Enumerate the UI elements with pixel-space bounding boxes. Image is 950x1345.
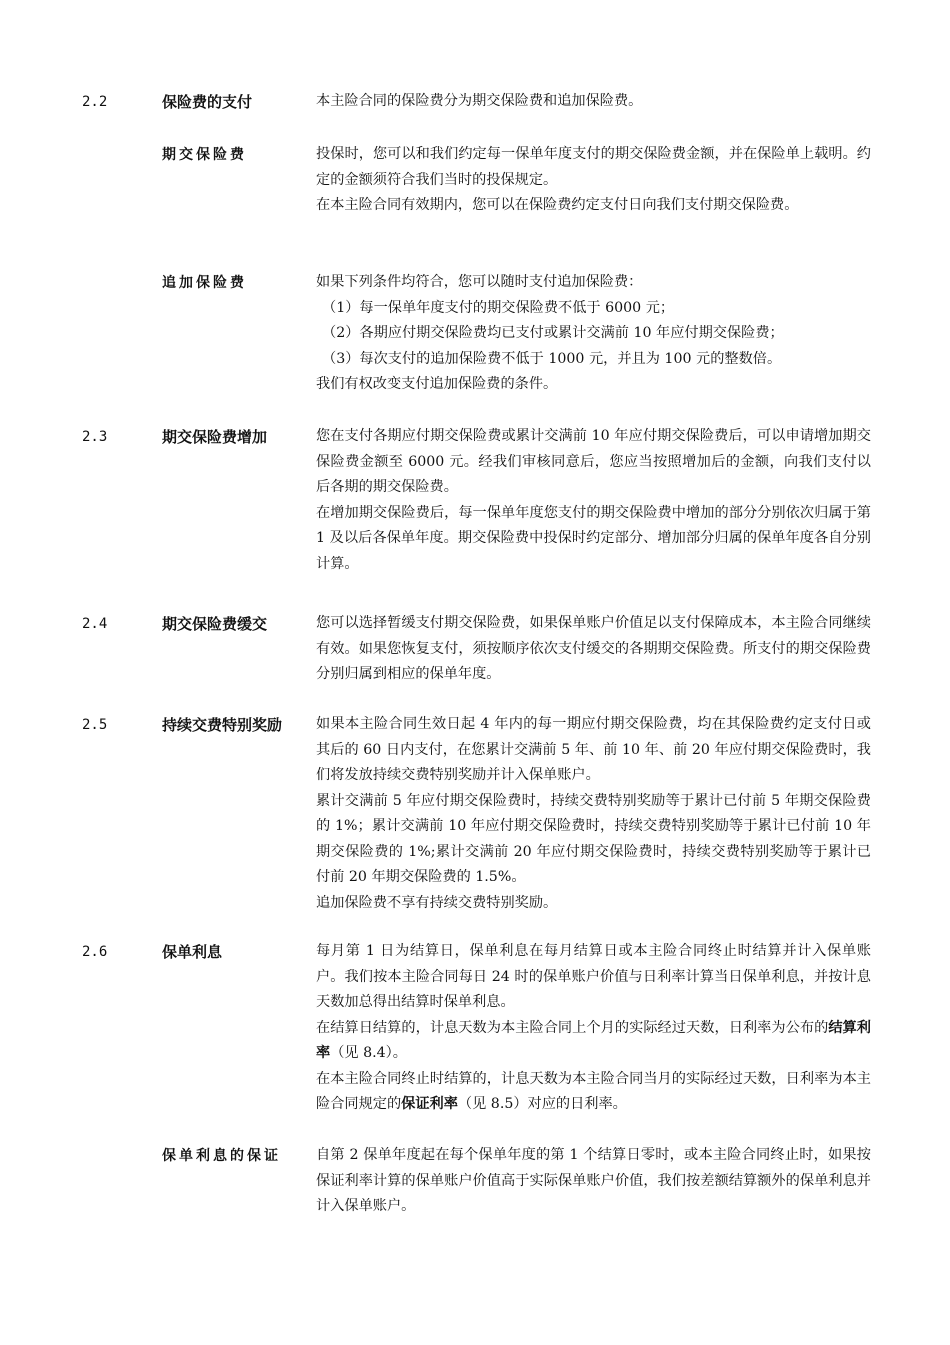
section-number: 2.6 [82, 944, 108, 960]
subsection-title: 追加保险费 [162, 275, 247, 291]
paragraph: 如果下列条件均符合，您可以随时支付追加保险费： [316, 274, 643, 290]
section-body [316, 611, 871, 688]
subsection-title: 保单利息的保证 [162, 1148, 281, 1164]
defined-term-settlement-rate: 结算利率 [316, 1019, 871, 1061]
list-item: （2）各期应付期交保险费均已支付或累计交满前 10 年应付期交保险费； [322, 325, 784, 341]
section-title: 期交保险费缓交 [162, 615, 268, 633]
paragraph: 如果本主险合同生效日起 4 年内的每一期应付期交保险费，均在其保险费约定支付日或其后的 60 日内支付，在您累计交满前 5 年、前 10 年、前 20 年应付期交保险费时，我们将发放持续交费特别奖励并计入保单账户。 [316, 716, 871, 783]
section-number: 2.3 [82, 429, 108, 445]
defined-term-guaranteed-rate: 保证利率 [401, 1096, 458, 1112]
paragraph: 您可以选择暂缓支付期交保险费，如果保单账户价值足以支付保障成本，本主险合同继续有效。如果您恢复支付，须按顺序依次支付缓交的各期期交保险费。所支付的期交保险费分别归属到相应的保单年度。 [316, 615, 871, 682]
paragraph [316, 1016, 871, 1067]
paragraph: 自第 2 保单年度起在每个保单年度的第 1 个结算日零时，或本主险合同终止时，如果按保证利率计算的保单账户价值高于实际保单账户价值，我们按差额结算额外的保单利息并计入保单账户。 [316, 1147, 871, 1214]
section-number: 2.4 [82, 616, 108, 632]
paragraph [316, 1067, 871, 1118]
text-run: （见 8.5）对应的日利率。 [457, 1096, 627, 1112]
paragraph: 每月第 1 日为结算日，保单利息在每月结算日或本主险合同终止时结算并计入保单账户。我们按本主险合同每日 24 时的保单账户价值与日利率计算当日保单利息，并按计息天数加总得出结算时保单利息。 [316, 943, 871, 1010]
subsection-title: 期交保险费 [162, 147, 247, 163]
section-body [316, 712, 871, 916]
paragraph: 在增加期交保险费后，每一保单年度您支付的期交保险费中增加的部分分别依次归属于第 1 及以后各保单年度。期交保险费中投保时约定部分、增加部分归属的保单年度各自分别计算。 [316, 504, 871, 572]
section-title: 期交保险费增加 [162, 428, 268, 446]
subsection-body [316, 1143, 871, 1220]
section-title: 持续交费特别奖励 [162, 716, 283, 734]
subsection-body [316, 142, 871, 219]
section-body [316, 89, 871, 115]
section-title: 保险费的支付 [162, 93, 253, 111]
paragraph: 在本主险合同有效期内，您可以在保险费约定支付日向我们支付期交保险费。 [316, 197, 799, 213]
subsection-body [316, 270, 871, 398]
section-number: 2.2 [82, 94, 108, 110]
section-body [316, 939, 871, 1118]
section-title: 保单利息 [162, 943, 223, 961]
paragraph: 本主险合同的保险费分为期交保险费和追加保险费。 [316, 93, 643, 109]
paragraph: 投保时，您可以和我们约定每一保单年度支付的期交保险费金额，并在保险单上载明。约定的金额须符合我们当时的投保规定。 [316, 146, 871, 188]
section-number: 2.5 [82, 717, 108, 733]
paragraph: 您在支付各期应付期交保险费或累计交满前 10 年应付期交保险费后，可以申请增加期交保险费金额至 6000 元。经我们审核同意后，您应当按照增加后的金额，向我们支付以后各期的期交保险费。 [316, 428, 871, 495]
list-item: （1）每一保单年度支付的期交保险费不低于 6000 元； [322, 299, 675, 316]
paragraph: 累计交满前 5 年应付期交保险费时，持续交费特别奖励等于累计已付前 5 年期交保险费的 1%；累计交满前 10 年应付期交保险费时，持续交费特别奖励等于累计已付前 10 年期交保险费的 1%;累计交满前 20 年应付期交保险费时，持续交费特别奖励等于累计已付前 20 年期交保险费的 1.5%。 [316, 792, 871, 885]
text-run: 在结算日结算的，计息天数为本主险合同上个月的实际经过天数，日利率为公布的 [316, 1019, 829, 1036]
text-run: 在本主险合同终止时结算的，计息天数为本主险合同当月的实际经过天数，日利率为本主险合同规定的 [316, 1070, 871, 1112]
list-item: （3）每次支付的追加保险费不低于 1000 元，并且为 100 元的整数倍。 [322, 350, 782, 367]
paragraph: 追加保险费不享有持续交费特别奖励。 [316, 894, 558, 911]
paragraph: 我们有权改变支付追加保险费的条件。 [316, 376, 558, 392]
text-run: （见 8.4）。 [330, 1045, 407, 1061]
section-body [316, 424, 871, 577]
